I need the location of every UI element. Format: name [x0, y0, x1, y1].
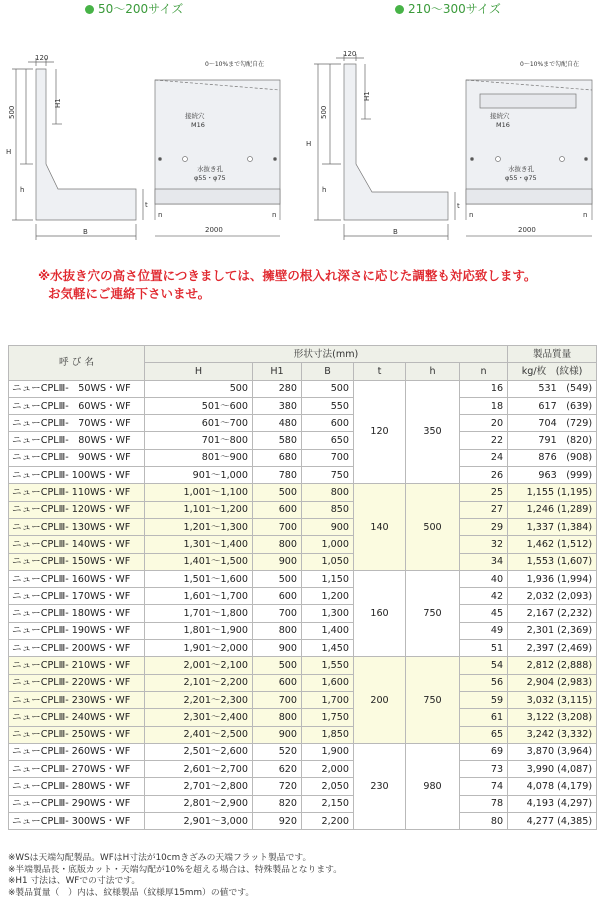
cell-n: 18	[460, 397, 508, 414]
cell-n: 74	[460, 778, 508, 795]
cell-n: 80	[460, 813, 508, 830]
cell-name: ニューCPLⅢ- 60WS・WF	[9, 397, 145, 414]
cell-kg: 2,397 (2,469)	[508, 640, 597, 657]
cell-H: 1,401～1,500	[145, 553, 253, 570]
cell-name: ニューCPLⅢ- 240WS・WF	[9, 709, 145, 726]
cell-H: 801～900	[145, 449, 253, 466]
cell-name: ニューCPLⅢ- 260WS・WF	[9, 743, 145, 760]
cell-H1: 820	[253, 795, 302, 812]
cell-kg: 531 (549)	[508, 380, 597, 397]
notice-line-1: ※水抜き穴の高さ位置につきましては、擁壁の根入れ深さに応じた調整も対応致します。	[38, 268, 537, 283]
head-dims: 形状寸法(mm)	[145, 346, 508, 363]
table-row	[9, 691, 597, 708]
table-row	[9, 813, 597, 830]
front-view-small	[155, 80, 280, 236]
cell-name: ニューCPLⅢ- 110WS・WF	[9, 484, 145, 501]
cell-B: 2,200	[302, 813, 354, 830]
cell-B: 1,450	[302, 640, 354, 657]
cell-H1: 900	[253, 726, 302, 743]
cell-n: 54	[460, 657, 508, 674]
cell-n: 25	[460, 484, 508, 501]
footnote: ※製品質量（ ）内は、紋様製品（紋様厚15mm）の値です。	[8, 887, 255, 898]
cell-B: 1,850	[302, 726, 354, 743]
cell-H1: 520	[253, 743, 302, 760]
cell-kg: 2,812 (2,888)	[508, 657, 597, 674]
cell-B: 2,050	[302, 778, 354, 795]
section-title-small: 50～200サイズ	[85, 0, 183, 17]
cell-H1: 700	[253, 691, 302, 708]
cell-n: 56	[460, 674, 508, 691]
cell-name: ニューCPLⅢ- 290WS・WF	[9, 795, 145, 812]
spec-table-body	[9, 380, 597, 830]
cell-B: 1,150	[302, 570, 354, 587]
cell-kg: 3,122 (3,208)	[508, 709, 597, 726]
cell-H: 701～800	[145, 432, 253, 449]
cell-n: 29	[460, 518, 508, 535]
dim-500-large: 500	[320, 105, 328, 119]
cell-H: 2,101～2,200	[145, 674, 253, 691]
cell-kg: 2,167 (2,232)	[508, 605, 597, 622]
side-view-large	[314, 54, 455, 240]
cell-name: ニューCPLⅢ- 190WS・WF	[9, 622, 145, 639]
cell-H: 601～700	[145, 415, 253, 432]
cell-H1: 800	[253, 536, 302, 553]
cell-kg: 791 (820)	[508, 432, 597, 449]
cell-H1: 900	[253, 553, 302, 570]
cell-H: 1,101～1,200	[145, 501, 253, 518]
cell-name: ニューCPLⅢ- 220WS・WF	[9, 674, 145, 691]
cell-t: 140	[354, 484, 406, 570]
cell-h: 750	[406, 657, 460, 743]
cell-name: ニューCPLⅢ- 210WS・WF	[9, 657, 145, 674]
cell-n: 32	[460, 536, 508, 553]
cell-t: 120	[354, 380, 406, 484]
cell-H: 2,901～3,000	[145, 813, 253, 830]
cell-B: 550	[302, 397, 354, 414]
cell-B: 500	[302, 380, 354, 397]
dim-n-right-small: n	[272, 211, 277, 219]
slope-note-small: 0～10%まで勾配自在	[205, 61, 265, 68]
cell-n: 34	[460, 553, 508, 570]
table-row	[9, 657, 597, 674]
table-row	[9, 397, 597, 414]
col-n: n	[460, 363, 508, 380]
bullet-icon	[85, 5, 94, 14]
front-view-large	[466, 80, 592, 236]
cell-H: 2,601～2,700	[145, 761, 253, 778]
cell-H: 2,201～2,300	[145, 691, 253, 708]
table-row	[9, 640, 597, 657]
dim-B-large: B	[393, 228, 398, 236]
cell-H: 2,501～2,600	[145, 743, 253, 760]
table-row	[9, 380, 597, 397]
cell-H1: 620	[253, 761, 302, 778]
dim-2000-small: 2000	[205, 226, 223, 234]
table-row	[9, 449, 597, 466]
dim-n-left-large: n	[469, 211, 474, 219]
cell-name: ニューCPLⅢ- 130WS・WF	[9, 518, 145, 535]
cell-kg: 4,193 (4,297)	[508, 795, 597, 812]
cell-B: 2,150	[302, 795, 354, 812]
table-row	[9, 536, 597, 553]
joint-size-small: M16	[191, 121, 205, 129]
col-B: B	[302, 363, 354, 380]
cell-B: 1,200	[302, 588, 354, 605]
cell-H1: 600	[253, 674, 302, 691]
cell-H: 2,401～2,500	[145, 726, 253, 743]
cell-n: 73	[460, 761, 508, 778]
cell-name: ニューCPLⅢ- 80WS・WF	[9, 432, 145, 449]
cell-t: 230	[354, 743, 406, 829]
cell-H1: 280	[253, 380, 302, 397]
cell-kg: 1,155 (1,195)	[508, 484, 597, 501]
table-row	[9, 432, 597, 449]
cell-name: ニューCPLⅢ- 70WS・WF	[9, 415, 145, 432]
cell-H1: 780	[253, 467, 302, 484]
cell-H1: 500	[253, 484, 302, 501]
table-row	[9, 622, 597, 639]
dim-n-right-large: n	[583, 211, 588, 219]
cell-B: 600	[302, 415, 354, 432]
cell-kg: 2,301 (2,369)	[508, 622, 597, 639]
cell-kg: 1,462 (1,512)	[508, 536, 597, 553]
footnote: ※WSは天端勾配製品。WFはH寸法が10cmきざみの天端フラット製品です。	[8, 853, 312, 863]
cell-H1: 680	[253, 449, 302, 466]
cell-H1: 500	[253, 657, 302, 674]
slope-note-large: 0～10%まで勾配自在	[520, 61, 580, 68]
cell-H: 2,801～2,900	[145, 795, 253, 812]
cell-B: 1,300	[302, 605, 354, 622]
joint-size-large: M16	[496, 121, 510, 129]
cell-kg: 1,553 (1,607)	[508, 553, 597, 570]
cell-kg: 3,990 (4,087)	[508, 761, 597, 778]
cell-H: 501～600	[145, 397, 253, 414]
cell-H: 901～1,000	[145, 467, 253, 484]
cell-B: 850	[302, 501, 354, 518]
cell-n: 40	[460, 570, 508, 587]
table-row	[9, 761, 597, 778]
section-title-large: 210～300サイズ	[395, 0, 501, 17]
cell-B: 650	[302, 432, 354, 449]
table-row	[9, 415, 597, 432]
cell-name: ニューCPLⅢ- 250WS・WF	[9, 726, 145, 743]
cell-kg: 3,870 (3,964)	[508, 743, 597, 760]
cell-B: 1,600	[302, 674, 354, 691]
cell-n: 49	[460, 622, 508, 639]
cell-B: 1,050	[302, 553, 354, 570]
technical-drawings	[0, 14, 600, 254]
dim-h1-small: H1	[54, 98, 62, 108]
cell-kg: 704 (729)	[508, 415, 597, 432]
bullet-icon	[395, 5, 404, 14]
cell-name: ニューCPLⅢ- 200WS・WF	[9, 640, 145, 657]
cell-B: 2,000	[302, 761, 354, 778]
cell-n: 78	[460, 795, 508, 812]
drain-size-large: φ55・φ75	[505, 174, 537, 182]
joint-hole-label-small: 接続穴	[185, 112, 205, 120]
drain-hole-label-large: 水抜き孔	[508, 165, 534, 173]
cell-H: 1,901～2,000	[145, 640, 253, 657]
cell-kg: 2,904 (2,983)	[508, 674, 597, 691]
col-H1: H1	[253, 363, 302, 380]
cell-n: 51	[460, 640, 508, 657]
cell-t: 160	[354, 570, 406, 656]
side-view-small	[12, 58, 143, 240]
cell-h: 350	[406, 380, 460, 484]
cell-n: 16	[460, 380, 508, 397]
dim-120-small: 120	[35, 54, 49, 62]
cell-H1: 700	[253, 518, 302, 535]
cell-B: 800	[302, 484, 354, 501]
table-row	[9, 709, 597, 726]
cell-H1: 380	[253, 397, 302, 414]
cell-H1: 700	[253, 605, 302, 622]
table-row	[9, 518, 597, 535]
cell-h: 750	[406, 570, 460, 656]
cell-H: 1,701～1,800	[145, 605, 253, 622]
cell-name: ニューCPLⅢ- 280WS・WF	[9, 778, 145, 795]
cell-n: 65	[460, 726, 508, 743]
cell-name: ニューCPLⅢ- 170WS・WF	[9, 588, 145, 605]
col-h: h	[406, 363, 460, 380]
notice-line-2: お気軽にご連絡下さいませ。	[48, 286, 211, 301]
cell-name: ニューCPLⅢ- 160WS・WF	[9, 570, 145, 587]
cell-H: 500	[145, 380, 253, 397]
cell-n: 61	[460, 709, 508, 726]
cell-n: 27	[460, 501, 508, 518]
cell-name: ニューCPLⅢ- 140WS・WF	[9, 536, 145, 553]
cell-H: 2,301～2,400	[145, 709, 253, 726]
cell-B: 1,750	[302, 709, 354, 726]
cell-H: 2,001～2,100	[145, 657, 253, 674]
cell-name: ニューCPLⅢ- 150WS・WF	[9, 553, 145, 570]
drain-size-small: φ55・φ75	[194, 174, 226, 182]
cell-H1: 480	[253, 415, 302, 432]
cell-n: 20	[460, 415, 508, 432]
cell-name: ニューCPLⅢ- 230WS・WF	[9, 691, 145, 708]
cell-H1: 920	[253, 813, 302, 830]
table-row	[9, 588, 597, 605]
cell-B: 750	[302, 467, 354, 484]
cell-h: 500	[406, 484, 460, 570]
cell-name: ニューCPLⅢ- 300WS・WF	[9, 813, 145, 830]
col-kg: kg/枚 (紋様)	[508, 363, 597, 380]
dim-h1-large: H1	[363, 91, 371, 101]
table-row	[9, 467, 597, 484]
cell-B: 1,900	[302, 743, 354, 760]
cell-kg: 617 (639)	[508, 397, 597, 414]
cell-H: 1,301～1,400	[145, 536, 253, 553]
cell-B: 1,550	[302, 657, 354, 674]
cell-kg: 876 (908)	[508, 449, 597, 466]
col-t: t	[354, 363, 406, 380]
cell-kg: 2,032 (2,093)	[508, 588, 597, 605]
table-row	[9, 570, 597, 587]
table-row	[9, 605, 597, 622]
table-row	[9, 484, 597, 501]
cell-B: 900	[302, 518, 354, 535]
cell-n: 45	[460, 605, 508, 622]
joint-hole-label-large: 接続穴	[490, 112, 510, 120]
cell-n: 26	[460, 467, 508, 484]
cell-H1: 800	[253, 709, 302, 726]
footnote: ※H1 寸法は、WFでの寸法です。	[8, 876, 141, 886]
cell-H1: 720	[253, 778, 302, 795]
table-row	[9, 553, 597, 570]
cell-kg: 3,242 (3,332)	[508, 726, 597, 743]
cell-H1: 800	[253, 622, 302, 639]
cell-H1: 500	[253, 570, 302, 587]
table-row	[9, 501, 597, 518]
cell-H: 1,601～1,700	[145, 588, 253, 605]
dim-B-small: B	[83, 228, 88, 236]
table-row	[9, 674, 597, 691]
dim-H-small: H	[6, 148, 12, 156]
cell-B: 700	[302, 449, 354, 466]
cell-n: 22	[460, 432, 508, 449]
cell-name: ニューCPLⅢ- 120WS・WF	[9, 501, 145, 518]
cell-H: 1,501～1,600	[145, 570, 253, 587]
dim-H-large: H	[306, 140, 312, 148]
dim-h-large: h	[322, 186, 327, 194]
cell-kg: 3,032 (3,115)	[508, 691, 597, 708]
cell-kg: 1,246 (1,289)	[508, 501, 597, 518]
dim-t-large: t	[457, 202, 460, 210]
table-row	[9, 743, 597, 760]
cell-name: ニューCPLⅢ- 90WS・WF	[9, 449, 145, 466]
cell-n: 24	[460, 449, 508, 466]
head-weight: 製品質量	[508, 346, 597, 363]
dim-2000-large: 2000	[518, 226, 536, 234]
col-H: H	[145, 363, 253, 380]
head-name: 呼 び 名	[9, 346, 145, 381]
cell-H: 1,801～1,900	[145, 622, 253, 639]
cell-H: 1,001～1,100	[145, 484, 253, 501]
table-row	[9, 795, 597, 812]
dim-t-small: t	[145, 201, 148, 209]
cell-h: 980	[406, 743, 460, 829]
cell-name: ニューCPLⅢ- 270WS・WF	[9, 761, 145, 778]
cell-kg: 4,078 (4,179)	[508, 778, 597, 795]
dim-500-small: 500	[8, 105, 16, 119]
cell-kg: 963 (999)	[508, 467, 597, 484]
table-row	[9, 726, 597, 743]
cell-H: 2,701～2,800	[145, 778, 253, 795]
cell-kg: 1,337 (1,384)	[508, 518, 597, 535]
cell-n: 42	[460, 588, 508, 605]
spec-table	[8, 345, 597, 830]
cell-kg: 4,277 (4,385)	[508, 813, 597, 830]
table-row	[9, 778, 597, 795]
cell-name: ニューCPLⅢ- 50WS・WF	[9, 380, 145, 397]
dim-n-left-small: n	[158, 211, 163, 219]
dim-h-small: h	[20, 186, 25, 194]
cell-name: ニューCPLⅢ- 180WS・WF	[9, 605, 145, 622]
cell-B: 1,000	[302, 536, 354, 553]
footnote: ※半端製品長・底版カット・天端勾配が10%を超える場合は、特殊製品となります。	[8, 864, 343, 875]
cell-H1: 900	[253, 640, 302, 657]
cell-t: 200	[354, 657, 406, 743]
cell-B: 1,400	[302, 622, 354, 639]
cell-name: ニューCPLⅢ- 100WS・WF	[9, 467, 145, 484]
cell-B: 1,700	[302, 691, 354, 708]
cell-H: 1,201～1,300	[145, 518, 253, 535]
footnotes	[8, 853, 342, 899]
cell-kg: 1,936 (1,994)	[508, 570, 597, 587]
drain-hole-label-small: 水抜き孔	[197, 165, 223, 173]
cell-H1: 600	[253, 501, 302, 518]
cell-n: 69	[460, 743, 508, 760]
cell-H1: 580	[253, 432, 302, 449]
dim-120-large: 120	[343, 50, 357, 58]
cell-H1: 600	[253, 588, 302, 605]
cell-n: 59	[460, 691, 508, 708]
